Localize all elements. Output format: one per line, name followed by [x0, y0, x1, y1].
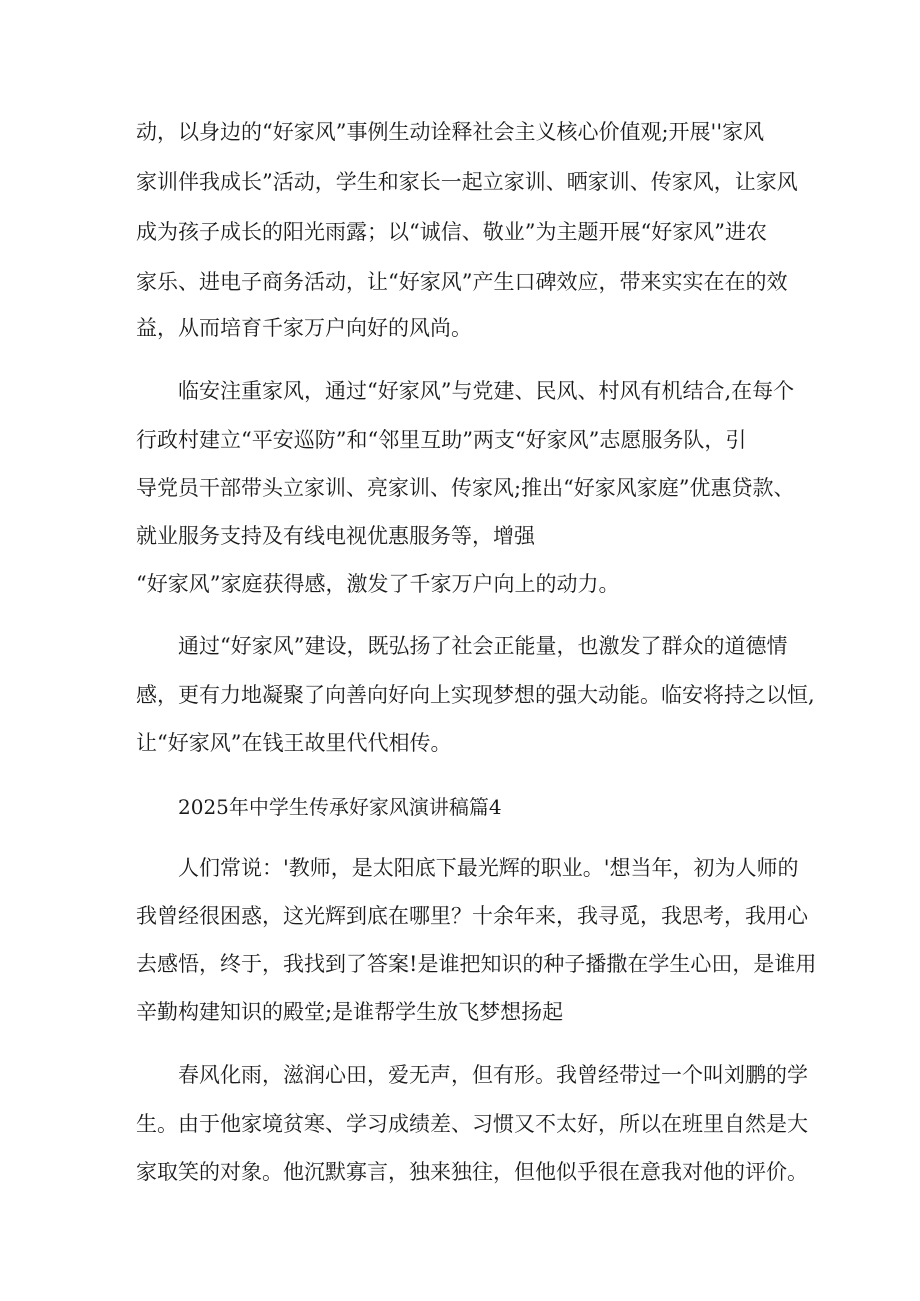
paragraph-5-line-3: 家取笑的对象。他沉默寡言，独来独往，但他似乎很在意我对他的评价。 — [136, 1160, 808, 1184]
paragraph-2-line-2: 行政村建立“平安巡防”和“邻里互助”两支“好家风”志愿服务队，引 — [136, 428, 747, 452]
paragraph-1-line-3: 成为孩子成长的阳光雨露；以“诚信、敬业”为主题开展“好家风”进农 — [136, 220, 767, 244]
paragraph-1-line-4: 家乐、进电子商务活动，让“好家风”产生口碑效应，带来实实在在的效 — [136, 270, 788, 294]
paragraph-2-line-5: “好家风”家庭获得感，激发了千家万户向上的动力。 — [136, 572, 620, 596]
section-heading: 2025年中学生传承好家风演讲稿篇4 — [178, 795, 502, 819]
paragraph-4-line-3: 去感悟，终于，我找到了答案!是谁把知识的种子播撒在学生心田，是谁用 — [136, 952, 817, 976]
paragraph-4-line-1: 人们常说：'教师，是太阳底下最光辉的职业。'想当年，初为人师的 — [178, 856, 799, 880]
paragraph-4-line-4: 辛勤构建知识的殿堂;是谁帮学生放飞梦想扬起 — [136, 1000, 564, 1024]
paragraph-2-line-4: 就业服务支持及有线电视优惠服务等，增强 — [136, 524, 535, 548]
paragraph-4-line-2: 我曾经很困惑，这光辉到底在哪里？十余年来，我寻觅，我思考，我用心 — [136, 904, 808, 928]
paragraph-2-line-1: 临安注重家风，通过“好家风”与党建、民风、村风有机结合,在每个 — [178, 379, 795, 403]
paragraph-2-line-3: 导党员干部带头立家训、亮家训、传家风;推出“好家风家庭”优惠贷款、 — [136, 476, 795, 500]
paragraph-1-line-1: 动，以身边的“好家风”事例生动诠释社会主义核心价值观;开展''家风 — [136, 120, 765, 144]
paragraph-3-line-2: 感，更有力地凝聚了向善向好向上实现梦想的强大动能。临安将持之以恒, — [136, 683, 815, 707]
paragraph-3-line-1: 通过“好家风”建设，既弘扬了社会正能量，也激发了群众的道德情 — [178, 634, 788, 658]
paragraph-1-line-5: 益，从而培育千家万户向好的风尚。 — [136, 316, 472, 340]
paragraph-3-line-3: 让“好家风”在钱王故里代代相传。 — [136, 731, 452, 755]
paragraph-5-line-2: 生。由于他家境贫寒、学习成绩差、习惯又不太好，所以在班里自然是大 — [136, 1112, 808, 1136]
paragraph-1-line-2: 家训伴我成长”活动，学生和家长一起立家训、晒家训、传家风，让家风 — [136, 170, 798, 194]
paragraph-5-line-1: 春风化雨，滋润心田，爱无声，但有形。我曾经带过一个叫刘鹏的学 — [178, 1063, 808, 1087]
